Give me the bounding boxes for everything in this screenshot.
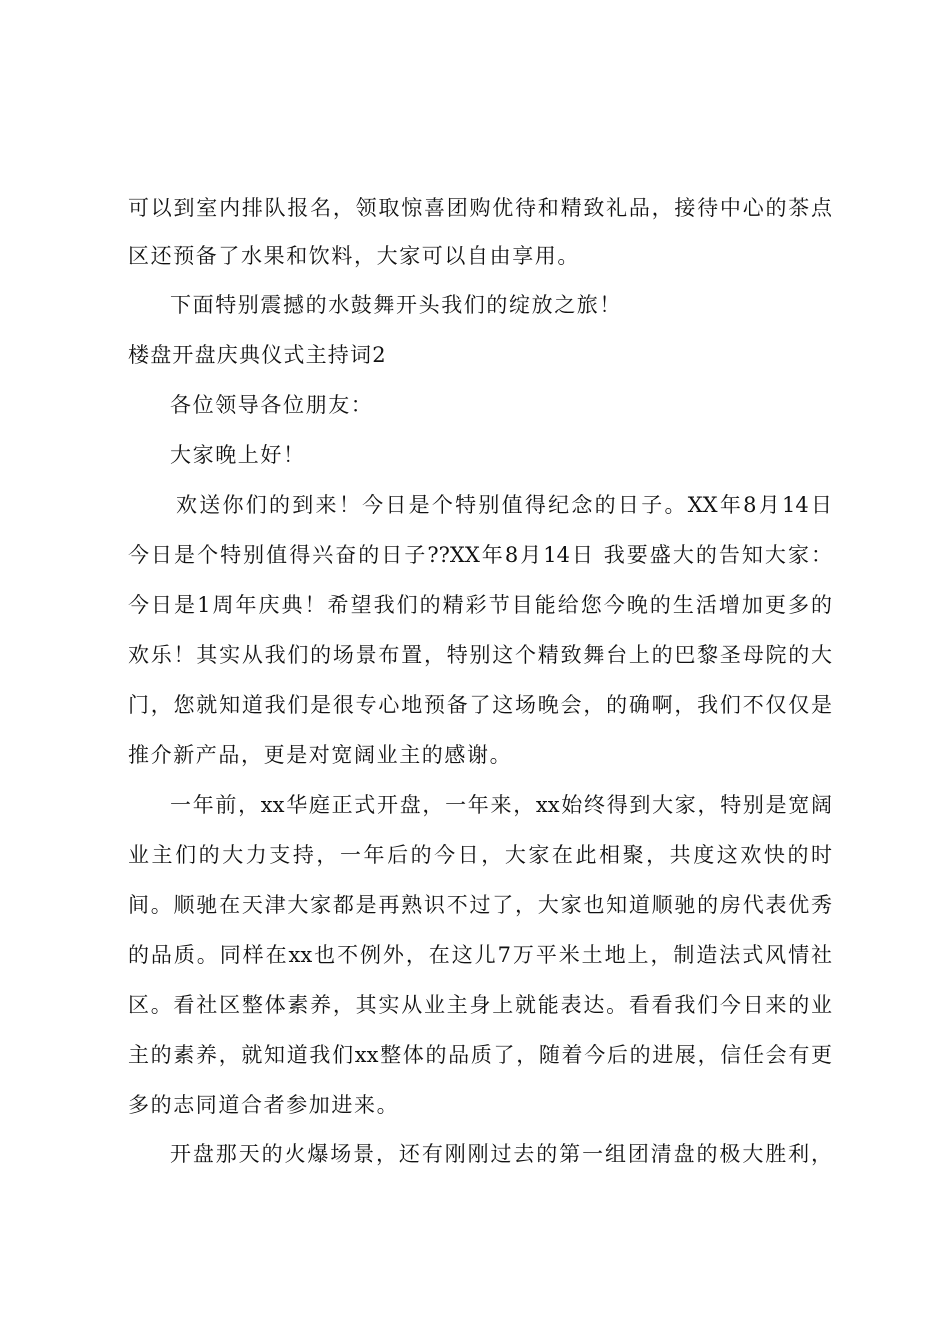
paragraph-line: 主的素养，就知道我们xx整体的品质了，随着今后的进展，信任会有更 (128, 1043, 832, 1067)
paragraph-line: 区。看社区整体素养，其实从业主身上就能表达。看看我们今日来的业 (128, 993, 832, 1017)
paragraph-line: 门，您就知道我们是很专心地预备了这场晚会，的确啊，我们不仅仅是 (128, 693, 832, 717)
paragraph-line: 推介新产品，更是对宽阔业主的感谢。 (128, 743, 513, 767)
section-heading: 楼盘开盘庆典仪式主持词2 (128, 343, 387, 367)
greeting-line: 大家晚上好！ (170, 443, 306, 467)
paragraph-line: 下面特别震撼的水鼓舞开头我们的绽放之旅！ (170, 293, 622, 317)
paragraph-line: 多的志同道合者参加进来。 (128, 1093, 400, 1117)
paragraph-line: 业主们的大力支持，一年后的今日，大家在此相聚，共度这欢快的时 (128, 843, 832, 867)
paragraph-line: 一年前，xx华庭正式开盘，一年来，xx始终得到大家，特别是宽阔 (170, 793, 832, 817)
salutation-line: 各位领导各位朋友： (170, 393, 374, 417)
paragraph-line: 今日是个特别值得兴奋的日子??XX年8月14日 我要盛大的告知大家： (128, 543, 832, 567)
paragraph-line: 欢送你们的到来！今日是个特别值得纪念的日子。XX年8月14日 (176, 493, 832, 517)
paragraph-line: 间。顺驰在天津大家都是再熟识不过了，大家也知道顺驰的房代表优秀 (128, 893, 832, 917)
paragraph-line: 欢乐！其实从我们的场景布置，特别这个精致舞台上的巴黎圣母院的大 (128, 643, 832, 667)
paragraph-line: 今日是1周年庆典！希望我们的精彩节目能给您今晚的生活增加更多的 (128, 593, 832, 617)
paragraph-line: 区还预备了水果和饮料，大家可以自由享用。 (128, 244, 580, 268)
paragraph-line: 的品质。同样在xx也不例外，在这儿7万平米土地上，制造法式风情社 (128, 943, 832, 967)
paragraph-line: 可以到室内排队报名，领取惊喜团购优待和精致礼品，接待中心的茶点 (128, 196, 832, 220)
paragraph-line: 开盘那天的火爆场景，还有刚刚过去的第一组团清盘的极大胜利， (170, 1142, 832, 1166)
